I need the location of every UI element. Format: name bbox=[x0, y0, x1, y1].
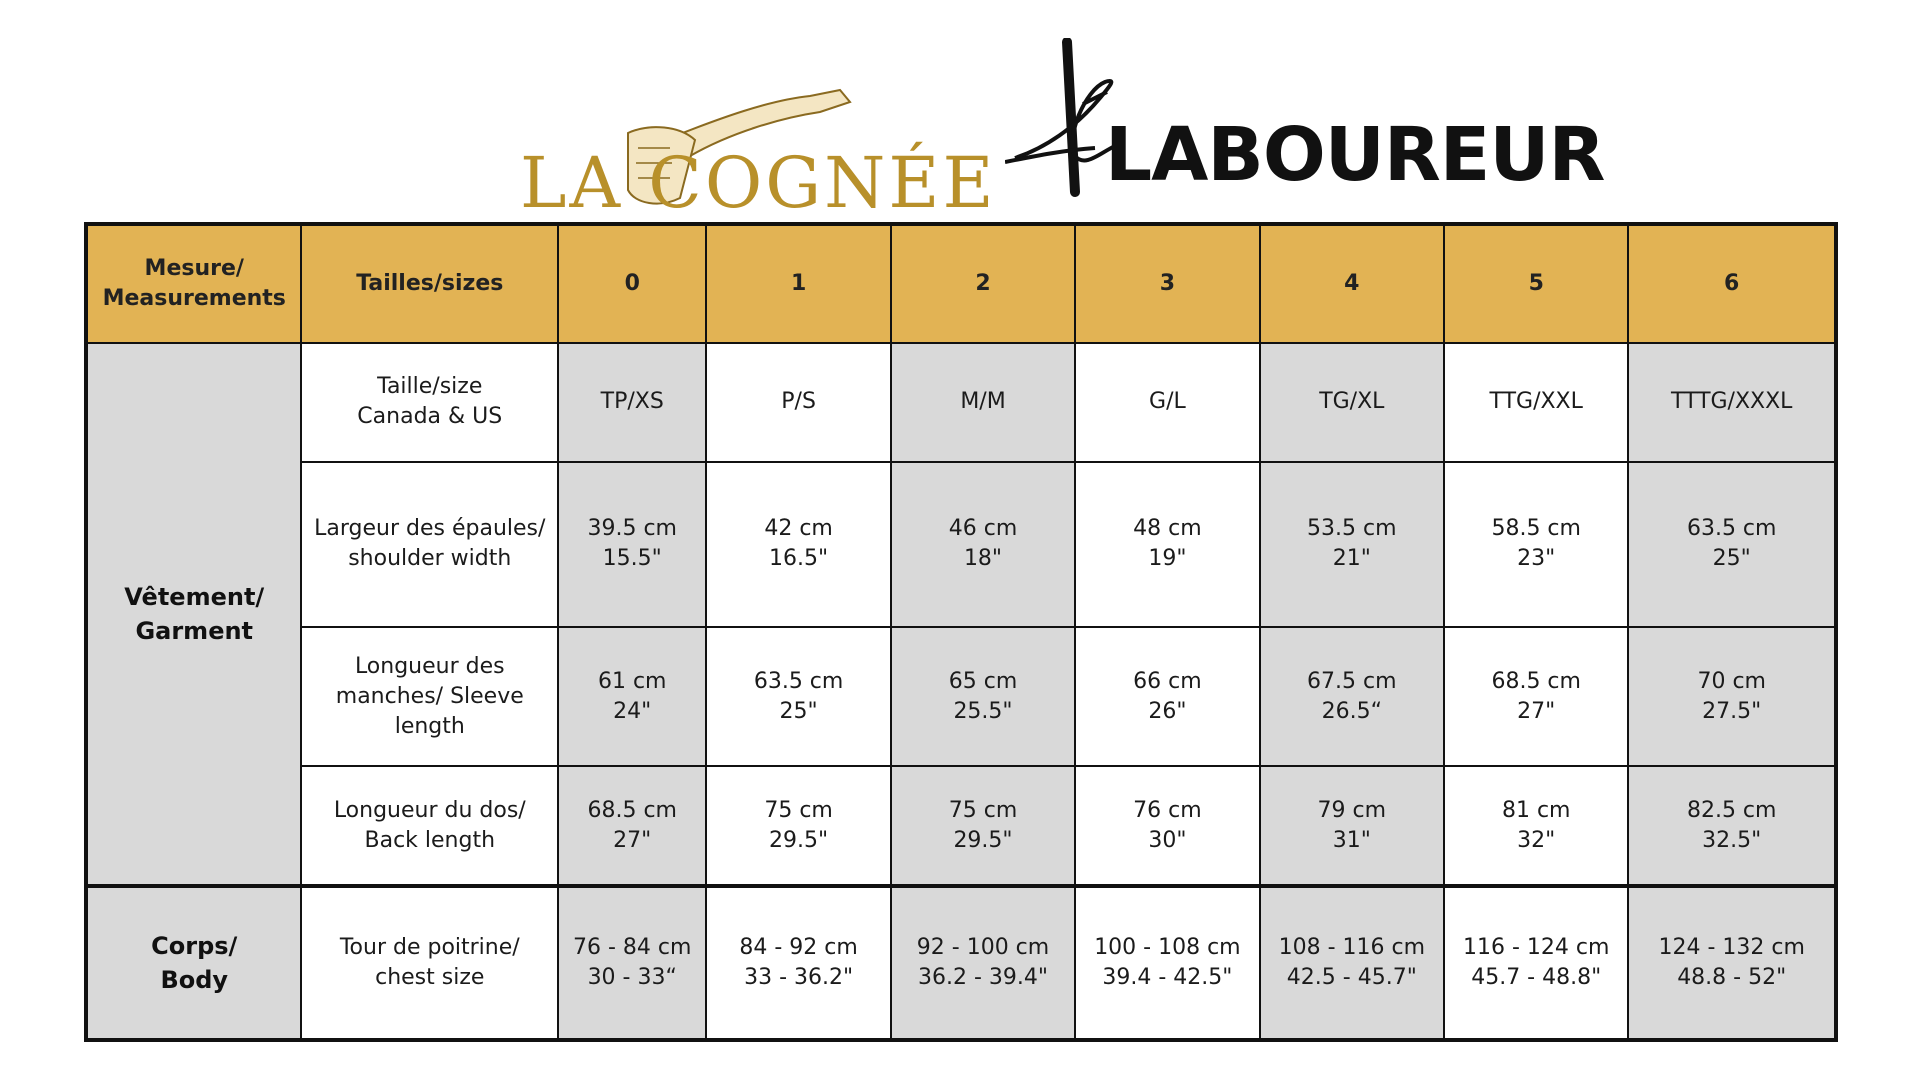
table-row bbox=[86, 627, 1836, 766]
cell-back-size-0: 68.5 cm 27" bbox=[558, 766, 706, 887]
size-col-5: 5 bbox=[1444, 224, 1628, 343]
cell-sleeve-size-4: 67.5 cm 26.5“ bbox=[1260, 627, 1444, 766]
cell-back-size-6: 82.5 cm 32.5" bbox=[1628, 766, 1836, 887]
cell-size-size-0: TP/XS bbox=[558, 343, 706, 462]
cell-chest-size-1: 84 - 92 cm 33 - 36.2" bbox=[706, 886, 890, 1040]
cell-sleeve-size-3: 66 cm 26" bbox=[1075, 627, 1259, 766]
cell-chest-size-0: 76 - 84 cm 30 - 33“ bbox=[558, 886, 706, 1040]
table-row bbox=[86, 766, 1836, 887]
brand-logos bbox=[0, 38, 1920, 224]
size-col-4: 4 bbox=[1260, 224, 1444, 343]
cell-shoulder-size-0: 39.5 cm 15.5" bbox=[558, 462, 706, 628]
cell-sleeve-size-6: 70 cm 27.5" bbox=[1628, 627, 1836, 766]
cell-shoulder-size-4: 53.5 cm 21" bbox=[1260, 462, 1444, 628]
row-label-back: Longueur du dos/ Back length bbox=[301, 766, 558, 887]
row-label-sleeve: Longueur des manches/ Sleeve length bbox=[301, 627, 558, 766]
le-laboureur-logo bbox=[1005, 38, 1605, 198]
size-col-1: 1 bbox=[706, 224, 890, 343]
la-cognee-logo bbox=[520, 78, 997, 224]
cell-back-size-3: 76 cm 30" bbox=[1075, 766, 1259, 887]
cell-shoulder-size-6: 63.5 cm 25" bbox=[1628, 462, 1836, 628]
cell-sleeve-size-5: 68.5 cm 27" bbox=[1444, 627, 1628, 766]
measure-header: Mesure/ Measurements bbox=[86, 224, 301, 343]
cell-sleeve-size-2: 65 cm 25.5" bbox=[891, 627, 1075, 766]
cell-sleeve-size-0: 61 cm 24" bbox=[558, 627, 706, 766]
garment-category: Vêtement/ Garment bbox=[86, 343, 301, 886]
cell-size-size-3: G/L bbox=[1075, 343, 1259, 462]
table-row bbox=[86, 886, 1836, 1040]
cell-back-size-2: 75 cm 29.5" bbox=[891, 766, 1075, 887]
cell-chest-size-5: 116 - 124 cm 45.7 - 48.8" bbox=[1444, 886, 1628, 1040]
header-row bbox=[86, 224, 1836, 343]
size-col-3: 3 bbox=[1075, 224, 1259, 343]
cell-chest-size-2: 92 - 100 cm 36.2 - 39.4" bbox=[891, 886, 1075, 1040]
body-category: Corps/ Body bbox=[86, 886, 301, 1040]
cell-chest-size-3: 100 - 108 cm 39.4 - 42.5" bbox=[1075, 886, 1259, 1040]
row-label-size: Taille/size Canada & US bbox=[301, 343, 558, 462]
cell-shoulder-size-2: 46 cm 18" bbox=[891, 462, 1075, 628]
cell-shoulder-size-3: 48 cm 19" bbox=[1075, 462, 1259, 628]
cell-size-size-6: TTTG/XXXL bbox=[1628, 343, 1836, 462]
size-col-0: 0 bbox=[558, 224, 706, 343]
cell-chest-size-6: 124 - 132 cm 48.8 - 52" bbox=[1628, 886, 1836, 1040]
row-label-chest: Tour de poitrine/ chest size bbox=[301, 886, 558, 1040]
laboureur-wordmark: LABOUREUR bbox=[1105, 112, 1605, 198]
cell-size-size-5: TTG/XXL bbox=[1444, 343, 1628, 462]
cell-sleeve-size-1: 63.5 cm 25" bbox=[706, 627, 890, 766]
row-label-shoulder: Largeur des épaules/ shoulder width bbox=[301, 462, 558, 628]
cell-size-size-4: TG/XL bbox=[1260, 343, 1444, 462]
cell-shoulder-size-5: 58.5 cm 23" bbox=[1444, 462, 1628, 628]
cell-size-size-1: P/S bbox=[706, 343, 890, 462]
size-col-2: 2 bbox=[891, 224, 1075, 343]
cell-size-size-2: M/M bbox=[891, 343, 1075, 462]
cell-back-size-4: 79 cm 31" bbox=[1260, 766, 1444, 887]
size-col-6: 6 bbox=[1628, 224, 1836, 343]
la-cognee-wordmark: LA COGNÉE bbox=[520, 142, 997, 224]
cell-back-size-1: 75 cm 29.5" bbox=[706, 766, 890, 887]
size-chart-table bbox=[84, 222, 1838, 1042]
table-row bbox=[86, 343, 1836, 462]
cell-chest-size-4: 108 - 116 cm 42.5 - 45.7" bbox=[1260, 886, 1444, 1040]
sizes-header: Tailles/sizes bbox=[301, 224, 558, 343]
table-row bbox=[86, 462, 1836, 628]
cell-back-size-5: 81 cm 32" bbox=[1444, 766, 1628, 887]
cell-shoulder-size-1: 42 cm 16.5" bbox=[706, 462, 890, 628]
